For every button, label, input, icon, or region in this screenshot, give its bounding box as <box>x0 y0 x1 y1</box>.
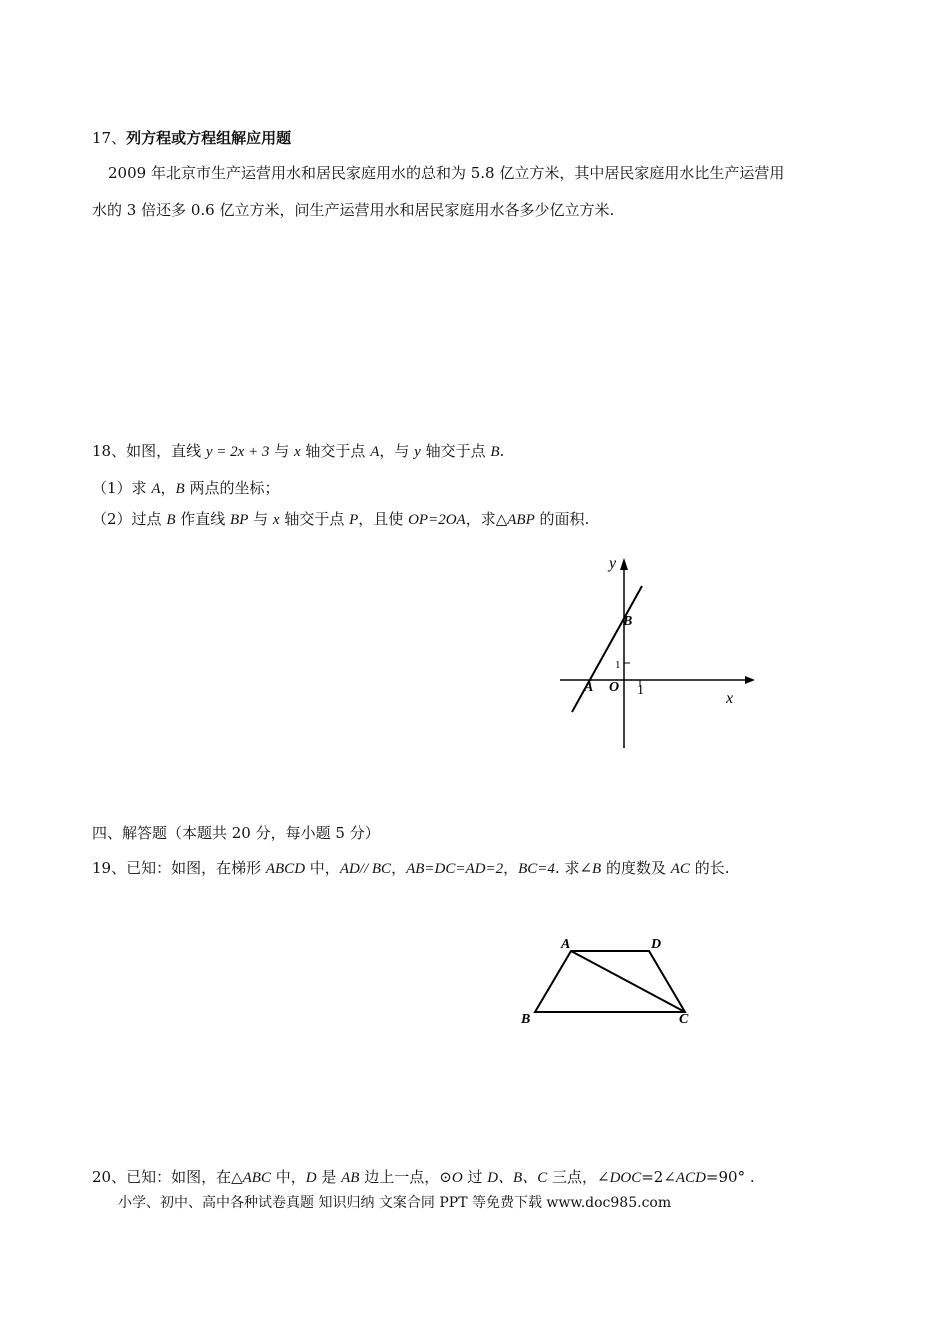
y-axis-arrow-icon <box>620 558 628 570</box>
page-footer: 小学、初中、高中各种试卷真题 知识归纳 文案合同 PPT 等免费下载 www.doc985.com <box>118 1195 672 1211</box>
q18-part2-text: ，求△ <box>465 510 508 528</box>
q18-part2-b: B <box>166 512 176 528</box>
q20-text: =90° . <box>705 1168 755 1186</box>
label-o: O <box>609 680 620 695</box>
q19-figure <box>515 930 705 1030</box>
q19-text: 的度数及 <box>601 859 671 877</box>
label-b: B <box>623 614 633 629</box>
q18-part1-b: B <box>175 481 185 497</box>
q20-doc: DOC <box>609 1170 642 1186</box>
q19-text: 中， <box>305 859 340 877</box>
q20-text: 三点，∠ <box>547 1168 610 1186</box>
q18-part2-text: 轴交于点 <box>279 510 350 528</box>
tick-label-x-1: 1 <box>637 683 644 698</box>
q17-text-line1: 2009 年北京市生产运营用水和居民家庭用水的总和为 5.8 亿立方米，其中居民家庭用水比生产运营用 <box>108 164 785 182</box>
q18-var-y: y <box>414 444 421 460</box>
q19-angle-b: B <box>592 861 602 877</box>
q20-points: D、B、C <box>487 1170 548 1186</box>
q18-part1-text: ， <box>160 479 176 497</box>
label-b: B <box>521 1012 531 1027</box>
q19-condition-bc: BC=4 <box>518 861 555 877</box>
q18-point-a: A <box>370 444 380 460</box>
q20-text: 是 <box>316 1168 342 1186</box>
q19-text: ， <box>503 859 519 877</box>
label-x: x <box>726 690 734 707</box>
q18-point-b: B <box>490 444 500 460</box>
q17-heading <box>92 127 291 148</box>
q20-text: =2∠ <box>641 1168 676 1186</box>
q20-text: 过 <box>462 1168 488 1186</box>
q18-var-x: x <box>293 444 301 460</box>
q19-stem <box>92 857 729 878</box>
q18-part1-a: A <box>151 481 161 497</box>
q18-part2-text: ，且使 <box>358 510 409 528</box>
q19-text: . 求∠ <box>554 859 593 877</box>
q19-condition-parallel: AD// BC <box>339 861 392 877</box>
q20-d: D <box>305 1170 317 1186</box>
q20-text: 边上一点，⊙ <box>359 1168 452 1186</box>
label-a: A <box>584 680 594 695</box>
q17-number: 17、 <box>92 129 127 147</box>
label-c: C <box>679 1012 689 1027</box>
q20-abc: ABC <box>242 1170 271 1186</box>
q19-text: ， <box>391 859 407 877</box>
q20-text: 中， <box>270 1168 306 1186</box>
x-axis-arrow-icon <box>745 676 755 684</box>
q18-part1 <box>92 477 279 498</box>
label-d: D <box>651 937 662 952</box>
q18-part2 <box>92 508 589 529</box>
q18-part2-text: 与 <box>248 510 273 528</box>
q18-part2-text: 的面积. <box>534 510 590 528</box>
q18-text: 轴交于点 <box>300 442 371 460</box>
q18-text: 轴交于点 <box>420 442 491 460</box>
q18-equation: y = 2x + 3 <box>205 444 270 460</box>
q20-acd: ACD <box>675 1170 706 1186</box>
q17-title: 列方程或方程组解应用题 <box>126 129 292 147</box>
q19-text: 19、已知：如图，在梯形 <box>92 859 266 877</box>
q18-part2-text: （2）过点 <box>92 510 167 528</box>
q20-stem <box>92 1166 755 1187</box>
q18-part1-text: （1）求 <box>92 479 152 497</box>
q18-part2-abp: ABP <box>507 512 535 528</box>
label-a: A <box>561 937 571 952</box>
q18-text: 与 <box>269 442 294 460</box>
q20-o: O <box>451 1170 463 1186</box>
q18-text: ，与 <box>379 442 415 460</box>
q18-part2-text: 作直线 <box>175 510 231 528</box>
q18-part2-condition: OP=2OA <box>408 512 466 528</box>
q20-ab: AB <box>341 1170 360 1186</box>
q19-condition-sides: AB=DC=AD=2 <box>406 861 504 877</box>
trapezoid-abcd <box>535 951 685 1012</box>
q18-part1-text: 两点的坐标； <box>184 479 280 497</box>
section4-title: 四、解答题（本题共 20 分，每小题 5 分） <box>92 824 380 842</box>
q18-text: . <box>499 442 505 460</box>
q18-part2-x: x <box>272 512 280 528</box>
q18-stem <box>92 440 504 461</box>
q18-part2-bp: BP <box>230 512 249 528</box>
q20-text: 20、已知：如图，在△ <box>92 1168 243 1186</box>
tick-label-y-1: 1 <box>615 659 621 671</box>
q18-part2-p: P <box>349 512 359 528</box>
label-y: y <box>609 555 617 572</box>
q19-text: 的长. <box>689 859 730 877</box>
line-y-2x-3 <box>572 586 642 712</box>
q19-ac: AC <box>670 861 690 877</box>
q18-prefix: 18、如图，直线 <box>92 442 206 460</box>
q19-abcd: ABCD <box>265 861 306 877</box>
q18-figure <box>560 550 760 750</box>
q17-text-line2: 水的 3 倍还多 0.6 亿立方米，问生产运营用水和居民家庭用水各多少亿立方米. <box>92 201 615 219</box>
